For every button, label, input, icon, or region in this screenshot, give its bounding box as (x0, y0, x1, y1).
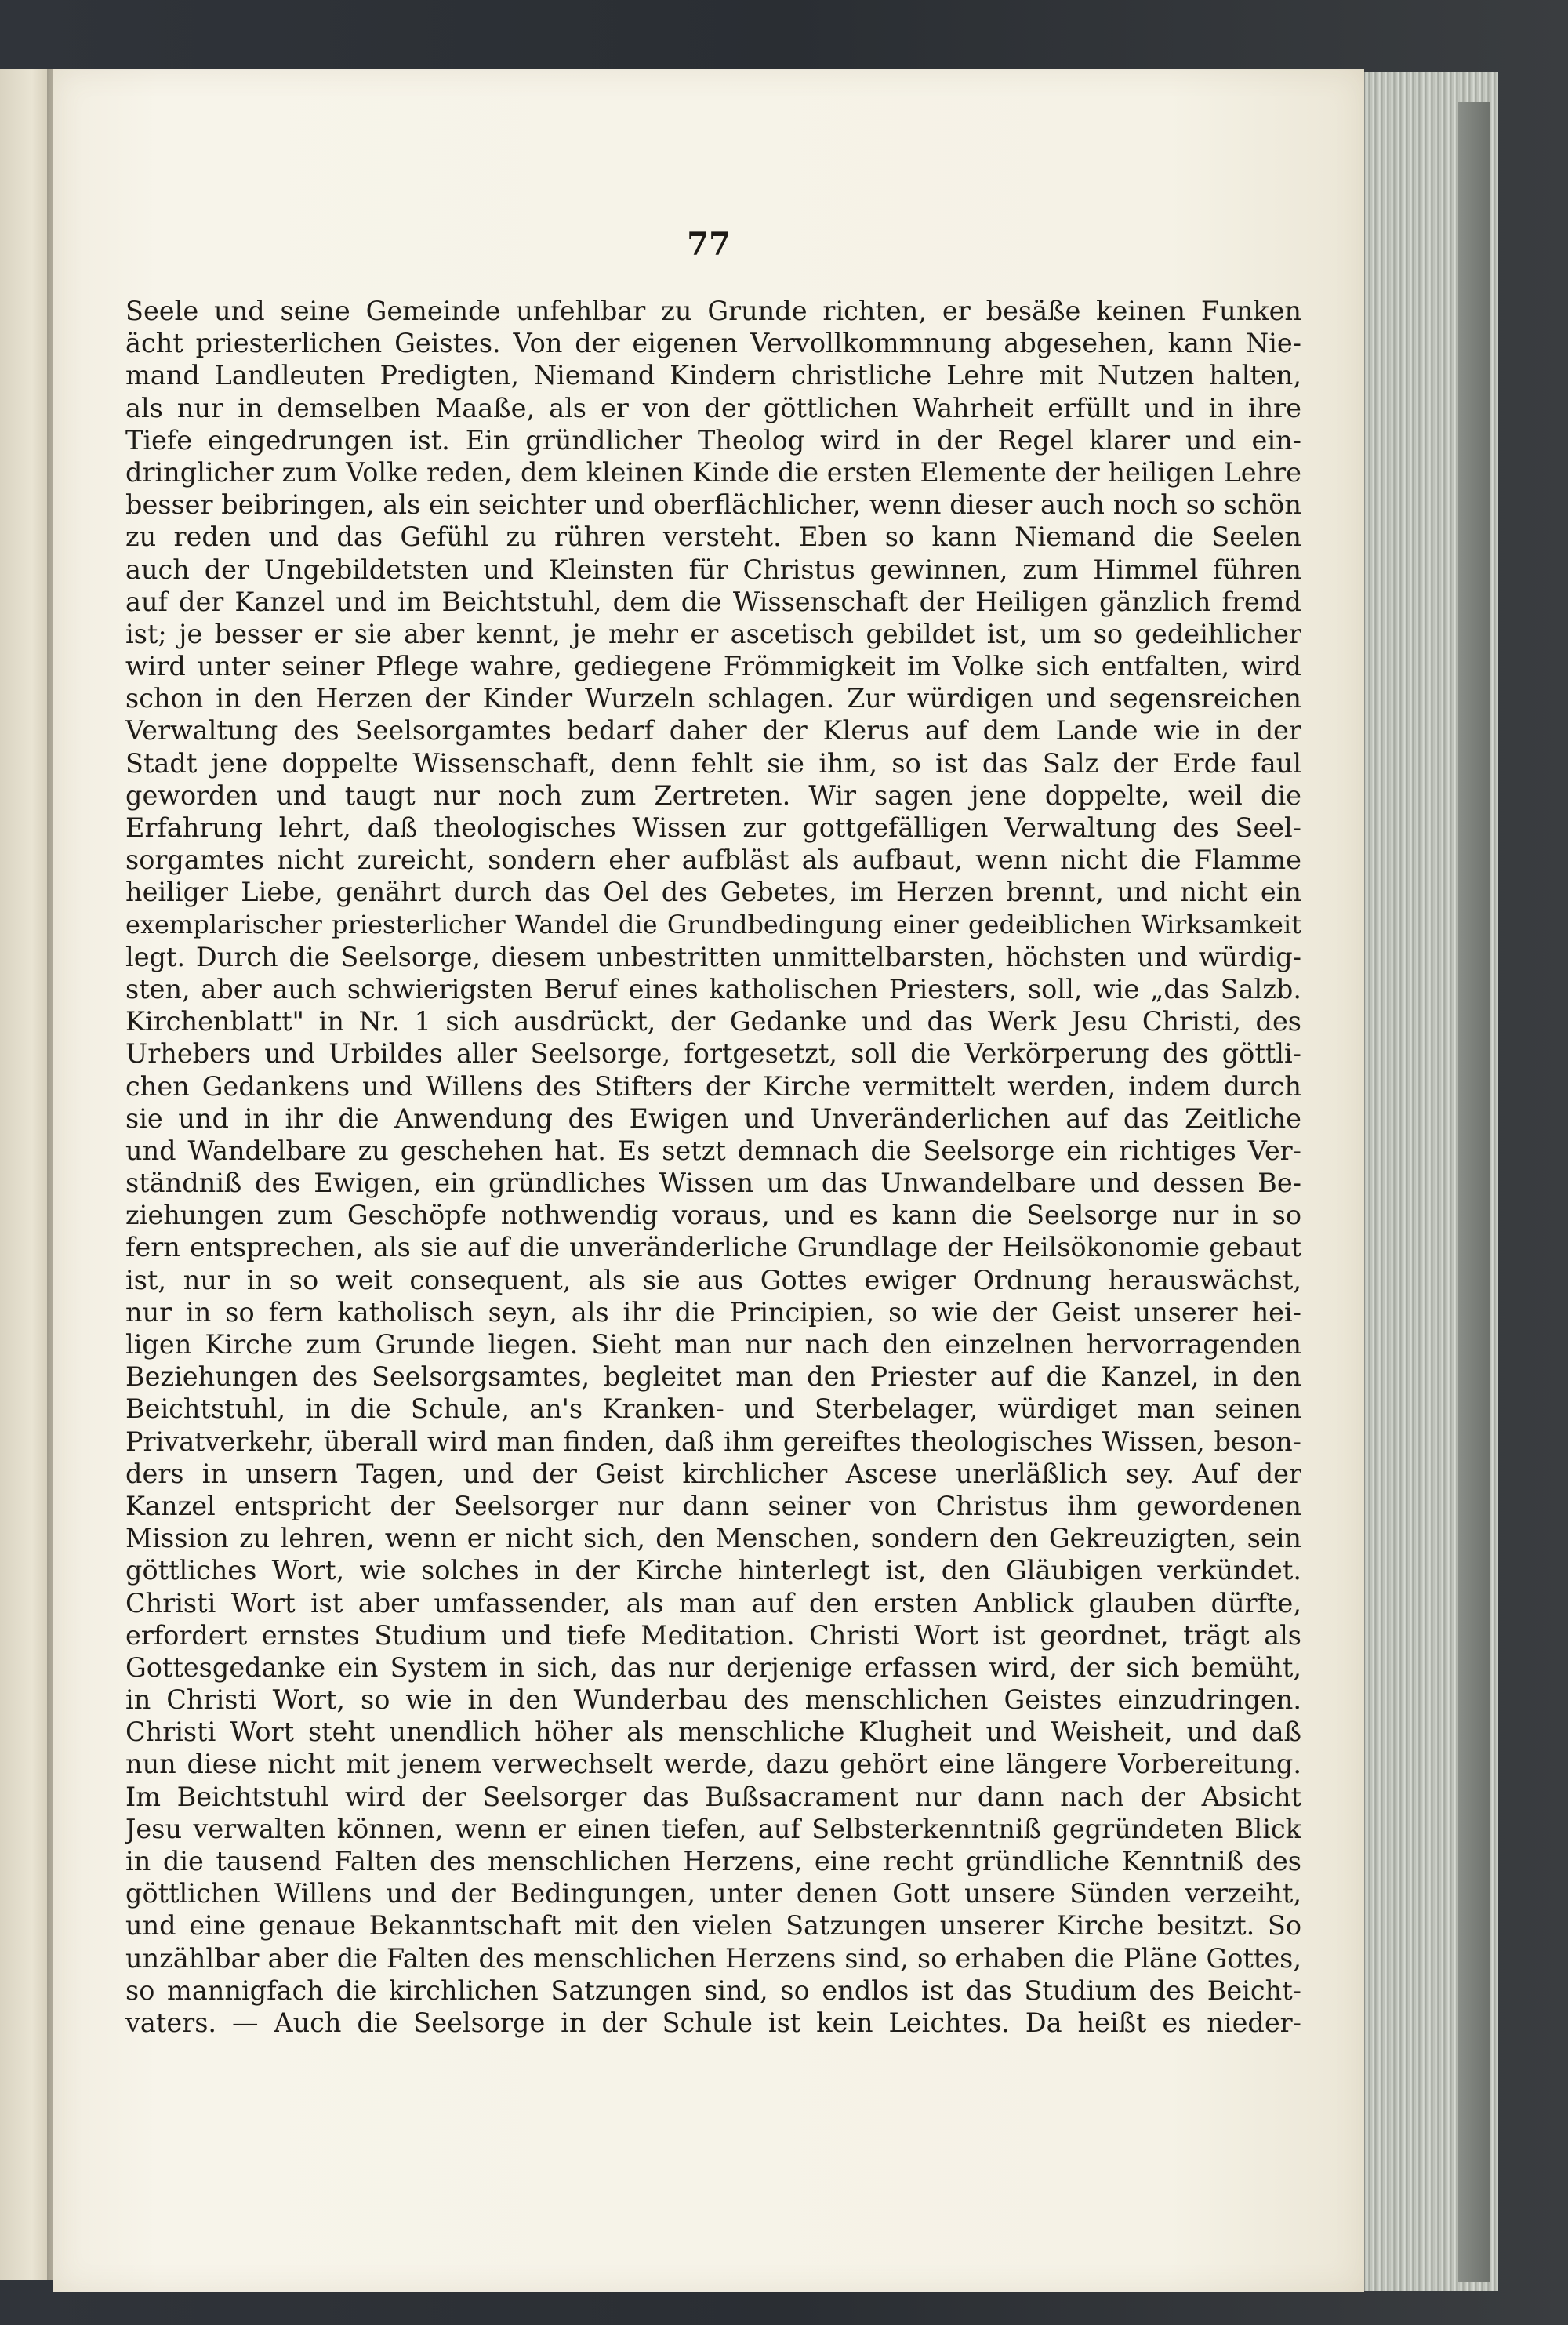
text-line: ist, nur in so weit consequent, als sie aus Gottes ewiger Ordnung herauswächst, (125, 1264, 1301, 1295)
text-line: Beichtstuhl, in die Schule, an's Kranken- und Sterbelager, würdiget man seinen (125, 1393, 1301, 1425)
text-line: auf der Kanzel und im Beichtstuhl, dem die Wissenschaft der Heiligen gänzlich fremd (125, 586, 1301, 617)
text-line: mand Landleuten Predigten, Niemand Kindern christliche Lehre mit Nutzen halten, (125, 360, 1301, 391)
text-line: ächt priesterlichen Geistes. Von der eigenen Vervollkommnung abgesehen, kann Nie- (125, 328, 1301, 359)
text-line: sten, aber auch schwierigsten Beruf eines katholischen Priesters, soll, wie „das Salzb. (125, 973, 1301, 1004)
text-line: Mission zu lehren, wenn er nicht sich, den Menschen, sondern den Gekreuzigten, sein (125, 1523, 1301, 1554)
text-line: ders in unsern Tagen, und der Geist kirchlicher Ascese unerläßlich sey. Auf der (125, 1458, 1301, 1489)
text-line: so mannigfach die kirchlichen Satzungen sind, so endlos ist das Studium des Beicht- (125, 1974, 1301, 2006)
text-line: ligen Kirche zum Grunde liegen. Sieht man nur nach den einzelnen hervorragenden (125, 1329, 1301, 1360)
text-line: erfordert ernstes Studium und tiefe Meditation. Christi Wort ist geordnet, trägt als (125, 1619, 1301, 1651)
page-number: 77 (687, 226, 731, 263)
text-line: Seele und seine Gemeinde unfehlbar zu Grunde richten, er besäße keinen Funken (125, 296, 1301, 326)
text-line: Urhebers und Urbildes aller Seelsorge, fortgesetzt, soll die Verkörperung des göttli- (125, 1038, 1301, 1070)
text-line: und Wandelbare zu geschehen hat. Es setzt demnach die Seelsorge ein richtiges Ver- (125, 1135, 1301, 1166)
text-line: Erfahrung lehrt, daß theologisches Wissen zur gottgefälligen Verwaltung des Seel- (125, 812, 1301, 843)
text-line: sorgamtes nicht zureicht, sondern eher aufbläst als aufbaut, wenn nicht die Flamme (125, 845, 1301, 876)
text-line: Im Beichtstuhl wird der Seelsorger das Bußsacrament nur dann nach der Absicht (125, 1781, 1301, 1812)
text-line: Beziehungen des Seelsorgsamtes, begleitet man den Priester auf die Kanzel, in den (125, 1361, 1301, 1393)
text-line: Verwaltung des Seelsorgamtes bedarf daher der Klerus auf dem Lande wie in der (125, 715, 1301, 747)
text-line: göttlichen Willens und der Bedingungen, unter denen Gott unsere Sünden verzeiht, (125, 1878, 1301, 1909)
text-line: schon in den Herzen der Kinder Wurzeln schlagen. Zur würdigen und segensreichen (125, 683, 1301, 714)
text-line: wird unter seiner Pflege wahre, gediegene Frömmigkeit im Volke sich entfalten, wird (125, 651, 1301, 682)
text-line: heiliger Liebe, genährt durch das Oel des Gebetes, im Herzen brennt, und nicht ein (125, 877, 1301, 908)
text-line: Christi Wort ist aber umfassender, als man auf den ersten Anblick glauben dürfte, (125, 1587, 1301, 1618)
text-line: Privatverkehr, überall wird man finden, daß ihm gereiftes theologisches Wissen, beson- (125, 1426, 1301, 1457)
text-line: chen Gedankens und Willens des Stifters der Kirche vermittelt werden, indem durch (125, 1070, 1301, 1102)
text-line: ziehungen zum Geschöpfe nothwendig voraus, und es kann die Seelsorge nur in so (125, 1200, 1301, 1231)
text-line: legt. Durch die Seelsorge, diesem unbestritten unmittelbarsten, höchsten und würdig- (125, 941, 1301, 972)
text-line: göttliches Wort, wie solches in der Kirche hinterlegt ist, den Gläubigen verkündet. (125, 1555, 1301, 1586)
text-line: besser beibringen, als ein seichter und oberflächlicher, wenn dieser auch noch so schön (125, 489, 1301, 521)
text-line: ständniß des Ewigen, ein gründliches Wissen um das Unwandelbare und dessen Be- (125, 1168, 1301, 1199)
text-line: nun diese nicht mit jenem verwechselt werde, dazu gehört eine längere Vorbereitung. (125, 1749, 1301, 1780)
text-line: fern entsprechen, als sie auf die unveränderliche Grundlage der Heilsökonomie gebaut (125, 1232, 1301, 1263)
text-line: zu reden und das Gefühl zu rühren versteht. Eben so kann Niemand die Seelen (125, 521, 1301, 553)
text-line: in Christi Wort, so wie in den Wunderbau des menschlichen Geistes einzudringen. (125, 1684, 1301, 1716)
text-line: Stadt jene doppelte Wissenschaft, denn fehlt sie ihm, so ist das Salz der Erde faul (125, 747, 1301, 779)
text-line: Tiefe eingedrungen ist. Ein gründlicher Theolog wird in der Regel klarer und ein- (125, 424, 1301, 456)
text-line: dringlicher zum Volke reden, dem kleinen Kinde die ersten Elemente der heiligen Lehre (125, 456, 1301, 488)
text-line: Gottesgedanke ein System in sich, das nur derjenige erfassen wird, der sich bemüht, (125, 1651, 1301, 1683)
text-line: geworden und taugt nur noch zum Zertreten. Wir sagen jene doppelte, weil die (125, 779, 1301, 811)
text-line: auch der Ungebildetsten und Kleinsten für Christus gewinnen, zum Himmel führen (125, 554, 1301, 585)
text-line: Kanzel entspricht der Seelsorger nur dann seiner von Christus ihm gewordenen (125, 1490, 1301, 1521)
text-line: Kirchenblatt" in Nr. 1 sich ausdrückt, der Gedanke und das Werk Jesu Christi, des (125, 1006, 1301, 1037)
text-line: als nur in demselben Maaße, als er von der göttlichen Wahrheit erfüllt und in ihre (125, 392, 1301, 423)
text-line: Jesu verwalten können, wenn er einen tiefen, auf Selbsterkenntniß gegründeten Blick (125, 1813, 1301, 1844)
book-page (53, 69, 1364, 2292)
book-cover-edge (1458, 102, 1490, 2282)
text-line: nur in so fern katholisch seyn, als ihr die Principien, so wie der Geist unserer hei- (125, 1296, 1301, 1328)
text-line: unzählbar aber die Falten des menschlichen Herzens sind, so erhaben die Pläne Gottes, (125, 1942, 1301, 1974)
text-line: ist; je besser er sie aber kennt, je mehr er ascetisch gebildet ist, um so gedeihlicher (125, 618, 1301, 649)
body-text (125, 295, 1301, 2039)
text-line: Christi Wort steht unendlich höher als menschliche Klugheit und Weisheit, und daß (125, 1717, 1301, 1748)
text-line: sie und in ihr die Anwendung des Ewigen und Unveränderlichen auf das Zeitliche (125, 1103, 1301, 1134)
text-line: exemplarischer priesterlicher Wandel die Grundbedingung einer gedeiblichen Wirksamkeit (125, 909, 1301, 939)
text-line: und eine genaue Bekanntschaft mit den vielen Satzungen unserer Kirche besitzt. So (125, 1910, 1301, 1942)
text-line: vaters. — Auch die Seelsorge in der Schule ist kein Leichtes. Da heißt es nieder- (125, 2007, 1301, 2038)
text-line: in die tausend Falten des menschlichen Herzens, eine recht gründliche Kenntniß des (125, 1846, 1301, 1876)
